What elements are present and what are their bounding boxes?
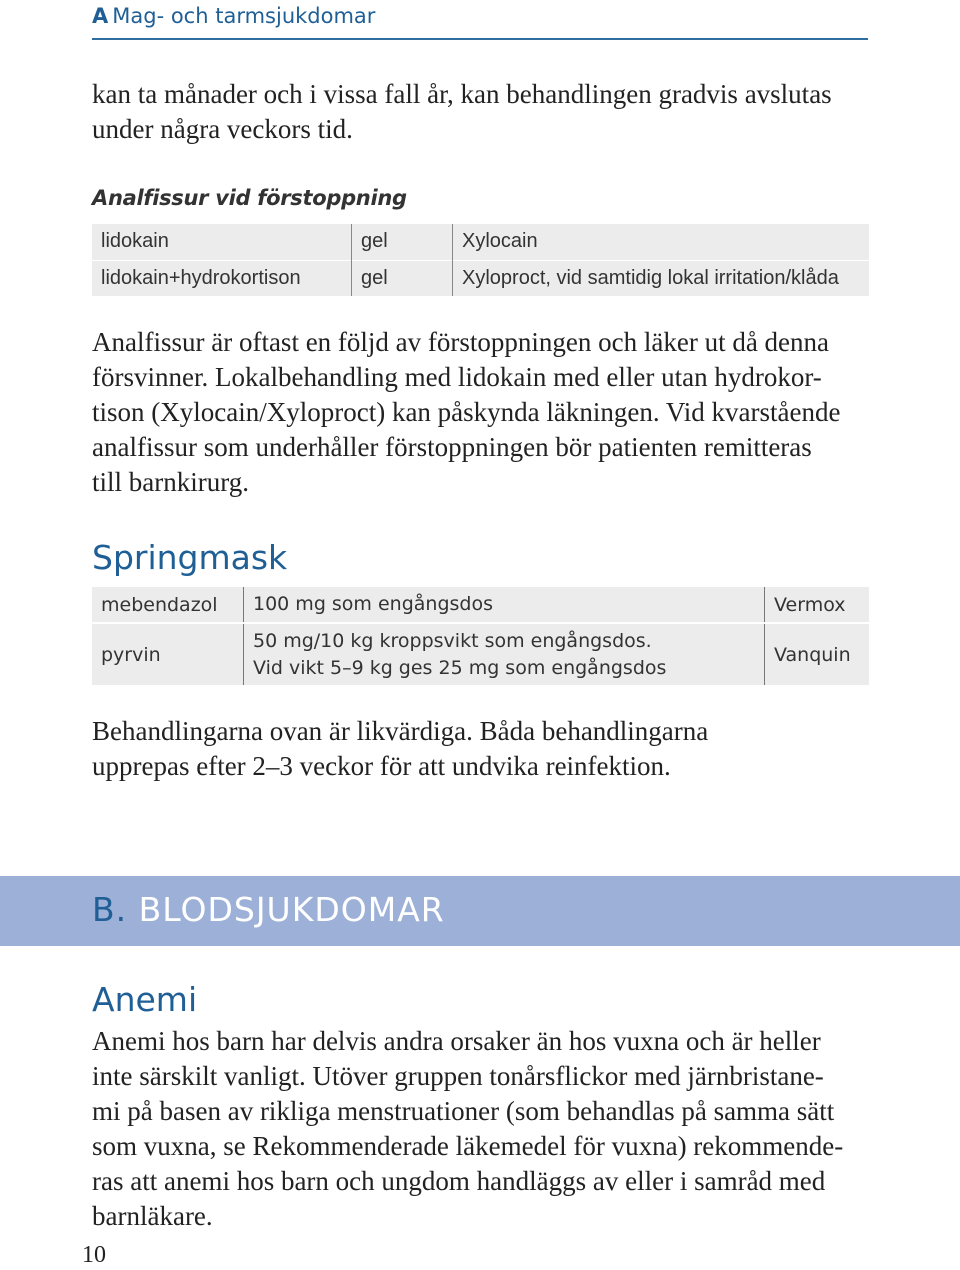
text-line: inte särskilt vanligt. Utöver gruppen tonårsflickor med järnbristane- <box>92 1061 824 1091</box>
running-head-title: Mag- och tarmsjukdomar <box>112 4 376 28</box>
text-line: barnläkare. <box>92 1201 213 1231</box>
table-cell-product: Vermox <box>765 587 870 623</box>
analfissur-table <box>92 224 869 296</box>
text-line: Analfissur är oftast en följd av förstoppningen och läker ut då denna <box>92 327 830 357</box>
running-head <box>92 2 868 40</box>
section-prefix: B. <box>92 890 128 929</box>
table-cell-product: Xyloproct, vid samtidig lokal irritation/klåda <box>453 260 870 296</box>
table-cell-substance: mebendazol <box>92 587 244 623</box>
table-cell-substance: pyrvin <box>92 623 244 685</box>
springmask-paragraph <box>92 714 872 784</box>
text-line: till barnkirurg. <box>92 467 249 497</box>
section-name: BLODSJUKDOMAR <box>138 890 445 929</box>
table-cell-substance: lidokain+hydrokortison <box>92 260 352 296</box>
table-cell-substance: lidokain <box>92 224 352 260</box>
table-cell-form: gel <box>352 260 453 296</box>
text-line: analfissur som underhåller förstoppningen bör patienten remitteras <box>92 432 812 462</box>
text-line: ras att anemi hos barn och ungdom handläggs av eller i samråd med <box>92 1166 826 1196</box>
text-line: Behandlingarna ovan är likvärdiga. Båda behandlingarna <box>92 716 709 746</box>
anemi-heading: Anemi <box>92 980 198 1019</box>
table-cell-form: gel <box>352 224 453 260</box>
table-row <box>92 224 869 260</box>
intro-paragraph <box>92 77 872 147</box>
page-number: 10 <box>82 1242 106 1268</box>
text-line: mi på basen av rikliga menstruationer (som behandlas på samma sätt <box>92 1096 835 1126</box>
table-cell-product: Vanquin <box>765 623 870 685</box>
text-line: upprepas efter 2–3 veckor för att undvika reinfektion. <box>92 751 671 781</box>
dose-line: 100 mg som engångsdos <box>253 593 494 615</box>
text-line: Anemi hos barn har delvis andra orsaker än hos vuxna och är heller <box>92 1026 821 1056</box>
table-row <box>92 587 869 623</box>
table-cell-product: Xylocain <box>453 224 870 260</box>
analfissur-paragraph <box>92 325 872 500</box>
dose-line: Vid vikt 5–9 kg ges 25 mg som engångsdos <box>253 656 667 679</box>
running-head-letter: A <box>92 4 109 28</box>
table-row <box>92 623 869 685</box>
text-line: tison (Xylocain/Xyloproct) kan påskynda läkningen. Vid kvarstående <box>92 397 841 427</box>
section-title <box>92 890 445 929</box>
anemi-paragraph <box>92 1024 872 1234</box>
dose-line: 50 mg/10 kg kroppsvikt som engångsdos. <box>253 629 652 652</box>
text-line: försvinner. Lokalbehandling med lidokain med eller utan hydrokor- <box>92 362 822 392</box>
section-band <box>0 876 960 946</box>
table-row <box>92 260 869 296</box>
text-line: kan ta månader och i vissa fall år, kan behandlingen gradvis avslutas <box>92 79 832 109</box>
springmask-table <box>92 587 869 685</box>
table-cell-dose <box>244 623 765 685</box>
springmask-heading: Springmask <box>92 538 288 577</box>
text-line: som vuxna, se Rekommenderade läkemedel för vuxna) rekommende- <box>92 1131 844 1161</box>
analfissur-subheading: Analfissur vid förstoppning <box>92 186 407 210</box>
table-cell-dose <box>244 587 765 623</box>
text-line: under några veckors tid. <box>92 114 353 144</box>
